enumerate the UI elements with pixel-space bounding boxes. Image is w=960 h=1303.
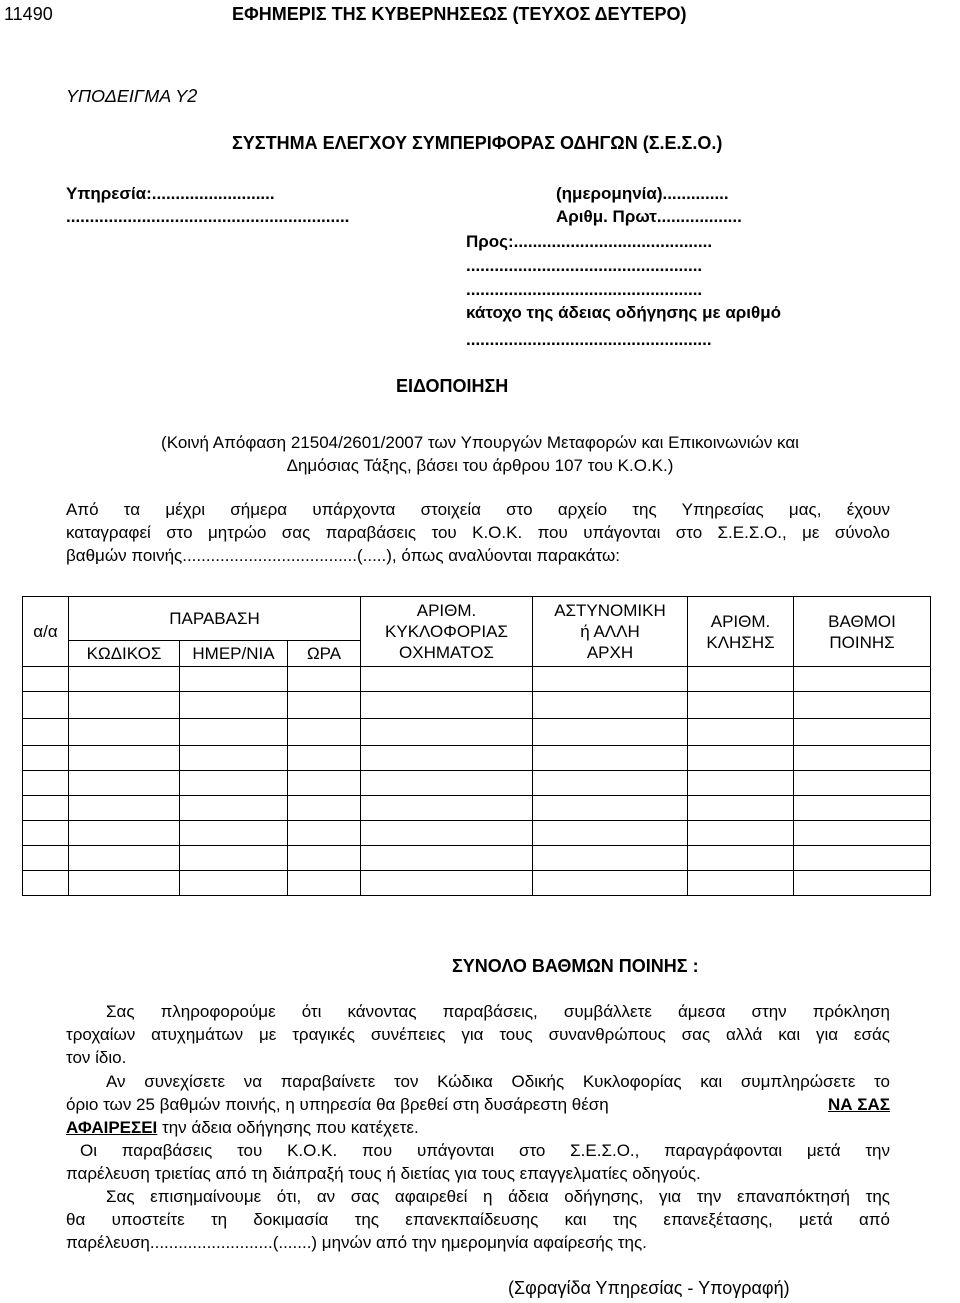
table-row [23,796,931,821]
table-body [23,667,931,896]
table-cell [69,871,180,896]
service-line: Υπηρεσία:.......................... [66,184,275,203]
signature-label: (Σφραγίδα Υπηρεσίας - Υπογραφή) [508,1278,790,1298]
table-cell [180,719,288,746]
p4-line-3: παρέλευση..........................(.......) μηνών από την ημερομηνία αφαίρεσής της. [66,1233,647,1252]
holder-line: κάτοχο της άδειας οδήγησης με αριθμό [466,303,781,322]
table-cell [288,746,361,771]
table-cell [794,796,931,821]
col-ticket [688,597,794,667]
table-row [23,692,931,719]
intro-line-2: καταγραφεί στο μητρώο σας παραβάσεις του Κ.Ο.Κ. που υπάγονται στο Σ.Ε.Σ.Ο., με σύνολο [66,523,890,542]
col-points [794,597,931,667]
table-cell [533,796,688,821]
p2-line-3-emph: ΑΦΑΙΡΕΣΕΙ [66,1118,158,1137]
col-ticket-l2: ΚΛΗΣΗΣ [706,632,775,652]
p1-line-2: τροχαίων ατυχημάτων με τραγικές συνέπειες για τους συνανθρώπους σας αλλά και για εσάς [66,1025,890,1044]
table-cell [180,771,288,796]
table-cell [288,692,361,719]
table-cell [180,821,288,846]
table-cell [794,771,931,796]
col-ticket-l1: ΑΡΙΘΜ. [710,611,771,631]
table-cell [23,796,69,821]
table-cell [23,771,69,796]
col-points-l1: ΒΑΘΜΟΙ [828,611,896,631]
col-time: ΩΡΑ [288,641,361,667]
table-cell [23,719,69,746]
table-cell [23,746,69,771]
table-cell [533,746,688,771]
p2-line-2-text: όριο των 25 βαθμών ποινής, η υπηρεσία θα βρεθεί στη δυσάρεστη θέση [66,1095,609,1114]
table-cell [688,667,794,692]
table-row [23,771,931,796]
gazette-title: ΕΦΗΜΕΡΙΣ ΤΗΣ ΚΥΒΕΡΝΗΣΕΩΣ (ΤΕΥΧΟΣ ΔΕΥΤΕΡΟ) [232,4,687,24]
table-cell [533,821,688,846]
table-row [23,821,931,846]
table-cell [288,796,361,821]
table-cell [69,746,180,771]
service-dots: ............................................................ [66,207,350,226]
table-cell [23,871,69,896]
table-cell [361,771,533,796]
col-authority-l3: ΑΡΧΗ [586,643,634,662]
table-row [23,719,931,746]
table-cell [361,719,533,746]
p3-line-1: Οι παραβάσεις του Κ.Ο.Κ. που υπάγονται στο Σ.Ε.Σ.Ο., παραγράφονται μετά την [80,1141,890,1160]
p2-line-1: Αν συνεχίσετε να παραβαίνετε τον Κώδικα Οδικής Κυκλοφορίας και συμπληρώσετε το [106,1072,890,1091]
page-number: 11490 [4,4,53,24]
system-title: ΣΥΣΤΗΜΑ ΕΛΕΓΧΟΥ ΣΥΜΠΕΡΙΦΟΡΑΣ ΟΔΗΓΩΝ (Σ.Ε.Σ.Ο.) [232,133,723,153]
p4-line-1: Σας επισημαίνουμε ότι, αν σας αφαιρεθεί η άδεια οδήγησης, για την επαναπόκτησή της [106,1187,890,1206]
table-cell [688,821,794,846]
table-cell [688,771,794,796]
table-cell [288,719,361,746]
intro-line-3: βαθμών ποινής.....................................(.....), όπως αναλύονται παρακάτω: [66,546,620,565]
table-cell [361,746,533,771]
legal-line-2: Δημόσιας Τάξης, βάσει του άρθρου 107 του Κ.Ο.Κ.) [286,456,674,475]
table-cell [288,771,361,796]
table-cell [794,719,931,746]
intro-line-1: Από τα μέχρι σήμερα υπάρχοντα στοιχεία στο αρχείο της Υπηρεσίας μας, έχουν [66,500,890,519]
table-cell [688,746,794,771]
table-cell [361,846,533,871]
table-row [23,871,931,896]
table-cell [69,692,180,719]
table-cell [23,821,69,846]
p2-line-2-emph: ΝΑ ΣΑΣ [828,1095,890,1114]
table-cell [533,871,688,896]
table-cell [23,692,69,719]
to-dots: .................................................. [466,256,703,275]
col-authority-l1: ΑΣΤΥΝΟΜΙΚΗ [554,601,666,620]
p2-line-2 [66,1095,890,1116]
table-cell [361,667,533,692]
table-cell [69,771,180,796]
holder-dots: .................................................... [466,330,712,349]
total-label: ΣΥΝΟΛΟ ΒΑΘΜΩΝ ΠΟΙΝΗΣ : [452,956,699,976]
col-plate-l3: ΟΧΗΜΑΤΟΣ [399,643,494,662]
table-cell [180,796,288,821]
legal-line-1: (Κοινή Απόφαση 21504/2601/2007 των Υπουργών Μεταφορών και Επικοινωνιών και [161,433,799,452]
protocol-line: Αριθμ. Πρωτ.................. [556,207,742,226]
table-row [23,667,931,692]
table-cell [688,692,794,719]
table-cell [361,796,533,821]
table-cell [180,871,288,896]
table-cell [69,719,180,746]
table-cell [794,821,931,846]
table-cell [794,746,931,771]
col-aa: α/α [23,597,69,667]
table-cell [23,667,69,692]
table-cell [361,692,533,719]
table-cell [533,846,688,871]
table-cell [533,667,688,692]
table-cell [180,667,288,692]
table-cell [688,871,794,896]
table-cell [794,846,931,871]
date-line: (ημερομηνία).............. [556,184,729,203]
table-cell [180,846,288,871]
table-cell [794,692,931,719]
table-cell [361,821,533,846]
table-cell [69,846,180,871]
p1-line-1: Σας πληροφορούμε ότι κάνοντας παραβάσεις, συμβάλλετε άμεσα στην πρόκληση [106,1002,890,1021]
col-plate [361,597,533,667]
col-authority-l2: ή ΑΛΛΗ [580,622,640,641]
table-cell [288,667,361,692]
table-cell [180,746,288,771]
p2-line-3 [66,1118,890,1139]
table-cell [288,871,361,896]
to-line: Προς:.......................................... [466,232,713,251]
table-cell [23,846,69,871]
table-cell [69,821,180,846]
col-date: ΗΜΕΡ/ΝΙΑ [180,641,288,667]
table-row [23,846,931,871]
table-cell [794,871,931,896]
table-cell [69,796,180,821]
model-label: ΥΠΟΔΕΙΓΜΑ Υ2 [66,86,198,106]
table-cell [288,846,361,871]
p4-line-2: θα υποστείτε τη δοκιμασία της επανεκπαίδευσης και της επανεξέτασης, μετά από [66,1210,890,1229]
table-cell [69,667,180,692]
table-cell [361,871,533,896]
col-code: ΚΩΔΙΚΟΣ [69,641,180,667]
table-cell [533,692,688,719]
col-plate-l2: ΚΥΚΛΟΦΟΡΙΑΣ [385,622,508,641]
p3-line-2: παρέλευση τριετίας από τη διάπραξή τους ή διετίας για τους επαγγελματίες οδηγούς. [66,1164,701,1183]
table-cell [688,719,794,746]
col-plate-l1: ΑΡΙΘΜ. [416,601,477,620]
table-cell [288,821,361,846]
table-cell [180,692,288,719]
p2-line-3-rest: την άδεια οδήγησης που κατέχετε. [157,1118,419,1137]
to-dots-2: .................................................. [466,280,703,299]
table-cell [794,667,931,692]
col-authority [533,597,688,667]
col-points-l2: ΠΟΙΝΗΣ [829,632,895,652]
table-cell [688,796,794,821]
table-row [23,746,931,771]
table-cell [533,771,688,796]
notice-title: ΕΙΔΟΠΟΙΗΣΗ [396,376,509,396]
col-group-violation: ΠΑΡΑΒΑΣΗ [69,597,361,641]
table-cell [688,846,794,871]
violations-table [22,596,931,896]
p1-line-3: τον ίδιο. [66,1048,127,1067]
table-cell [533,719,688,746]
